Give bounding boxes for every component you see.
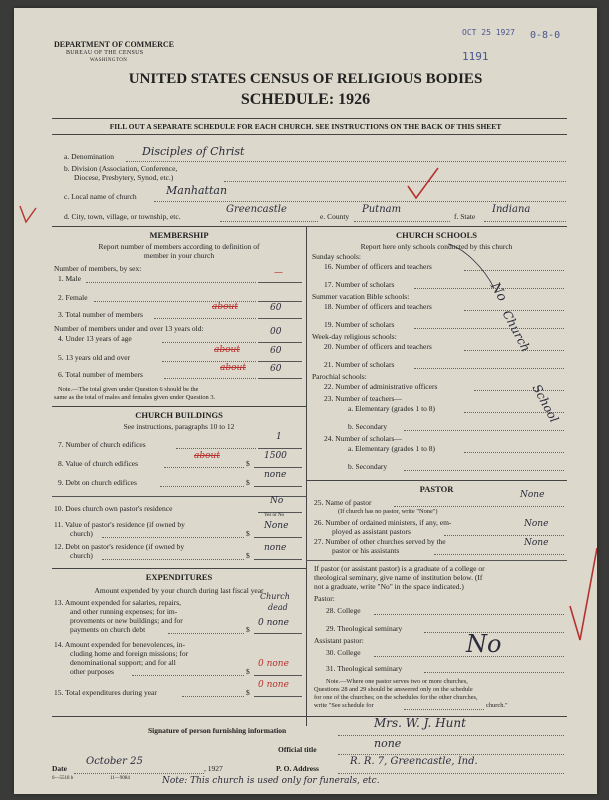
division-label-2: Diocese, Presbytery, Synod, etc.)	[74, 173, 174, 182]
local-name-label: c. Local name of church	[64, 192, 137, 201]
q13-church-note: Church	[260, 592, 290, 601]
q14-label-2: cluding home and foreign missions; for	[70, 649, 189, 658]
form-code-2: 11—9084	[110, 776, 130, 781]
q29-label: 29. Theological seminary	[326, 624, 403, 633]
local-name-value: Manhattan	[166, 184, 228, 197]
division-label: b. Division (Association, Conference,	[64, 164, 178, 173]
q19-label: 19. Number of scholars	[324, 320, 395, 329]
pastor-sub-label: Pastor:	[314, 594, 335, 603]
q13-label-4: payments on church debt	[70, 625, 146, 634]
q24b-label: b. Secondary	[348, 462, 388, 471]
county-label: e. County	[320, 212, 350, 221]
q24-label: 24. Number of scholars—	[324, 434, 402, 443]
q14-label-4: other purposes	[70, 667, 114, 676]
membership-heading: MEMBERSHIP	[149, 230, 209, 240]
q16-label: 16. Number of officers and teachers	[324, 262, 432, 271]
q23b-label: b. Secondary	[348, 422, 388, 431]
weekday-schools-heading: Week-day religious schools:	[312, 332, 397, 341]
q9-dollar: $	[246, 478, 250, 487]
buildings-sub: See instructions, paragraphs 10 to 12	[123, 422, 235, 431]
signature-value: Mrs. W. J. Hunt	[374, 716, 466, 730]
q14-dollar: $	[246, 667, 250, 676]
members-by-sex-heading: Number of members, by sex:	[54, 264, 142, 273]
q23a-label: a. Elementary (grades 1 to 8)	[348, 404, 436, 413]
graduate-instruction-3: not a graduate, write "No" in the space indicated.)	[314, 582, 464, 591]
census-schedule-sheet	[14, 8, 597, 794]
q14-value: 0 none	[258, 659, 289, 669]
denomination-value: Disciples of Christ	[142, 145, 245, 158]
bureau-label: BUREAU OF THE CENSUS	[66, 50, 144, 56]
q22-label: 22. Number of administrative officers	[324, 382, 438, 391]
q8-value-value: 1500	[264, 451, 287, 461]
sunday-schools-heading: Sunday schools:	[312, 252, 361, 261]
po-address-label: P. O. Address	[276, 764, 319, 773]
q15-value: 0 none	[258, 680, 289, 690]
city-label: WASHINGTON	[90, 58, 128, 63]
q11-value-value: None	[264, 521, 289, 531]
graduate-instruction-2: theological seminary, give name of institution below. (If	[314, 573, 483, 582]
q15-label: 15. Total expenditures during year	[54, 688, 157, 697]
q26-value: None	[524, 519, 549, 529]
q13-label-2: and other running expenses; for im-	[70, 607, 178, 616]
q10-residence-value: No	[270, 496, 284, 506]
q31-label: 31. Theological seminary	[326, 664, 403, 673]
q3-total-label: 3. Total number of members	[58, 310, 143, 319]
schools-scrawl-church: Church	[499, 308, 534, 355]
yes-no-hint: Yes or No	[264, 513, 285, 518]
schools-heading: CHURCH SCHOOLS	[396, 230, 477, 240]
q12-dollar: $	[246, 551, 250, 560]
q14-label-3: denominational support; and for all	[70, 658, 176, 667]
denomination-label: a. Denomination	[64, 152, 114, 161]
city-town-value: Greencastle	[226, 204, 287, 215]
q8-about-note: about	[194, 451, 220, 461]
assistant-pastor-label: Assistant pastor:	[314, 636, 364, 645]
summer-schools-heading: Summer vacation Bible schools:	[312, 292, 410, 301]
expenditures-heading: EXPENDITURES	[145, 572, 213, 582]
buildings-heading: CHURCH BUILDINGS	[135, 410, 223, 420]
q23-label: 23. Number of teachers—	[324, 394, 402, 403]
schools-scrawl-no: No	[487, 280, 510, 305]
official-title-value: none	[374, 737, 402, 750]
q11-dollar: $	[246, 529, 250, 538]
q13-dead-note: dead	[268, 603, 288, 612]
q25-label: 25. Name of pastor	[314, 498, 372, 507]
membership-intro: Report number of members according to definition of	[98, 242, 260, 251]
pastor-heading: PASTOR	[419, 484, 454, 494]
q10-residence-label: 10. Does church own pastor's residence	[54, 504, 173, 513]
q5-over13-label: 5. 13 years old and over	[58, 353, 131, 362]
membership-note-2: same as the total of males and females given under Question 3.	[54, 394, 216, 401]
membership-note: Note.—The total given under Question 6 should be the	[58, 386, 199, 393]
q13-dollar: $	[246, 625, 250, 634]
q6-total-value: 60	[270, 364, 282, 374]
graduate-instruction: If pastor (or assistant pastor) is a graduate of a college or	[314, 564, 485, 573]
q27-label: 27. Number of other churches served by the	[314, 537, 446, 546]
pastor-note-4b: church."	[486, 702, 508, 709]
q30-label: 30. College	[326, 648, 361, 657]
q13-value: 0 none	[258, 618, 289, 628]
received-date-stamp: OCT 25 1927	[462, 28, 515, 37]
q20-label: 20. Number of officers and teachers	[324, 342, 432, 351]
q9-debt-value: none	[264, 470, 287, 480]
q8-value-label: 8. Value of church edifices	[58, 459, 139, 468]
q21-label: 21. Number of scholars	[324, 360, 395, 369]
state-label: f. State	[454, 212, 476, 221]
county-value: Putnam	[362, 204, 402, 215]
city-town-label: d. City, town, village, or township, etc.	[64, 212, 181, 221]
age-heading: Number of members under and over 13 years old:	[54, 324, 204, 333]
q24a-label: a. Elementary (grades 1 to 8)	[348, 444, 436, 453]
pastor-no-scrawl: No	[466, 630, 502, 658]
q1-male-label: 1. Male	[58, 274, 81, 283]
state-value: Indiana	[492, 204, 531, 215]
q15-dollar: $	[246, 688, 250, 697]
q28-label: 28. College	[326, 606, 361, 615]
q3-total-value: 60	[270, 303, 282, 313]
q3-about-note: about	[212, 302, 238, 312]
date-label: Date	[52, 764, 67, 773]
q17-label: 17. Number of scholars	[324, 280, 395, 289]
q5-over13-value: 60	[270, 346, 282, 356]
date-value: October 25	[86, 756, 143, 767]
official-title-label: Official title	[278, 745, 317, 754]
stamp-number: 1191	[462, 50, 489, 63]
membership-intro-2: member in your church	[143, 251, 215, 260]
q27-value: None	[524, 538, 549, 548]
q13-label-3: provements or new buildings; and for	[70, 616, 183, 625]
stamp-code: 0-8-0	[530, 30, 561, 41]
q26-label-2: ployed as assistant pastors	[332, 527, 411, 536]
instruction-banner: FILL OUT A SEPARATE SCHEDULE FOR EACH CHURCH. SEE INSTRUCTIONS ON THE BACK OF THIS SHEET	[109, 122, 502, 131]
q12-debt-value: none	[264, 543, 287, 553]
q8-dollar: $	[246, 459, 250, 468]
q18-label: 18. Number of officers and teachers	[324, 302, 432, 311]
q13-label: 13. Amount expended for salaries, repairs,	[54, 598, 182, 607]
pastor-note-2: Questions 28 and 29 should be answered only on the schedule	[314, 686, 473, 693]
footer-handwritten-note: Note: This church is used only for funerals, etc.	[162, 776, 380, 786]
form-title: UNITED STATES CENSUS OF RELIGIOUS BODIES	[128, 71, 483, 87]
schools-intro: Report here only schools conducted by this church	[360, 242, 513, 251]
q4-under13-value: 00	[270, 327, 282, 337]
department-label: DEPARTMENT OF COMMERCE	[54, 40, 175, 49]
q6-about-note: about	[220, 363, 246, 373]
q27-label-2: pastor or his assistants	[332, 546, 400, 555]
q25-note: (If church has no pastor, write "None")	[338, 508, 438, 515]
date-year: , 1927	[204, 764, 223, 773]
q7-edifices-value: 1	[276, 432, 282, 442]
q2-female-label: 2. Female	[58, 293, 88, 302]
parochial-schools-heading: Parochial schools:	[312, 372, 367, 381]
q12-debt-label-2: church)	[70, 551, 93, 560]
expenditures-sub: Amount expended by your church during last fiscal year	[94, 586, 264, 595]
q25-value: None	[520, 490, 545, 500]
q12-debt-label: 12. Debt on pastor's residence (if owned by	[54, 542, 185, 551]
signature-label: Signature of person furnishing information	[148, 726, 287, 735]
q11-value-label: 11. Value of pastor's residence (if owned by	[54, 520, 185, 529]
q14-label: 14. Amount expended for benevolences, in-	[54, 640, 186, 649]
pastor-note-3: for one of the churches; on the schedules for the other churches,	[314, 694, 478, 701]
pastor-note: Note.—Where one pastor serves two or more churches,	[326, 678, 468, 685]
q9-debt-label: 9. Debt on church edifices	[58, 478, 137, 487]
schedule-title: SCHEDULE: 1926	[240, 91, 371, 108]
q5-about-note: about	[214, 345, 240, 355]
q7-edifices-label: 7. Number of church edifices	[58, 440, 146, 449]
q26-label: 26. Number of ordained ministers, if any, em-	[314, 518, 452, 527]
q11-value-label-2: church)	[70, 529, 93, 538]
q1-dash: —	[274, 268, 283, 278]
po-address-value: R. R. 7, Greencastle, Ind.	[350, 756, 478, 767]
q6-total-label: 6. Total number of members	[58, 370, 143, 379]
q4-under13-label: 4. Under 13 years of age	[58, 334, 132, 343]
schools-scrawl-school: School	[529, 382, 562, 425]
pastor-note-4: write "See schedule for	[314, 702, 374, 709]
form-code-1: 6—5518 b	[52, 776, 74, 781]
